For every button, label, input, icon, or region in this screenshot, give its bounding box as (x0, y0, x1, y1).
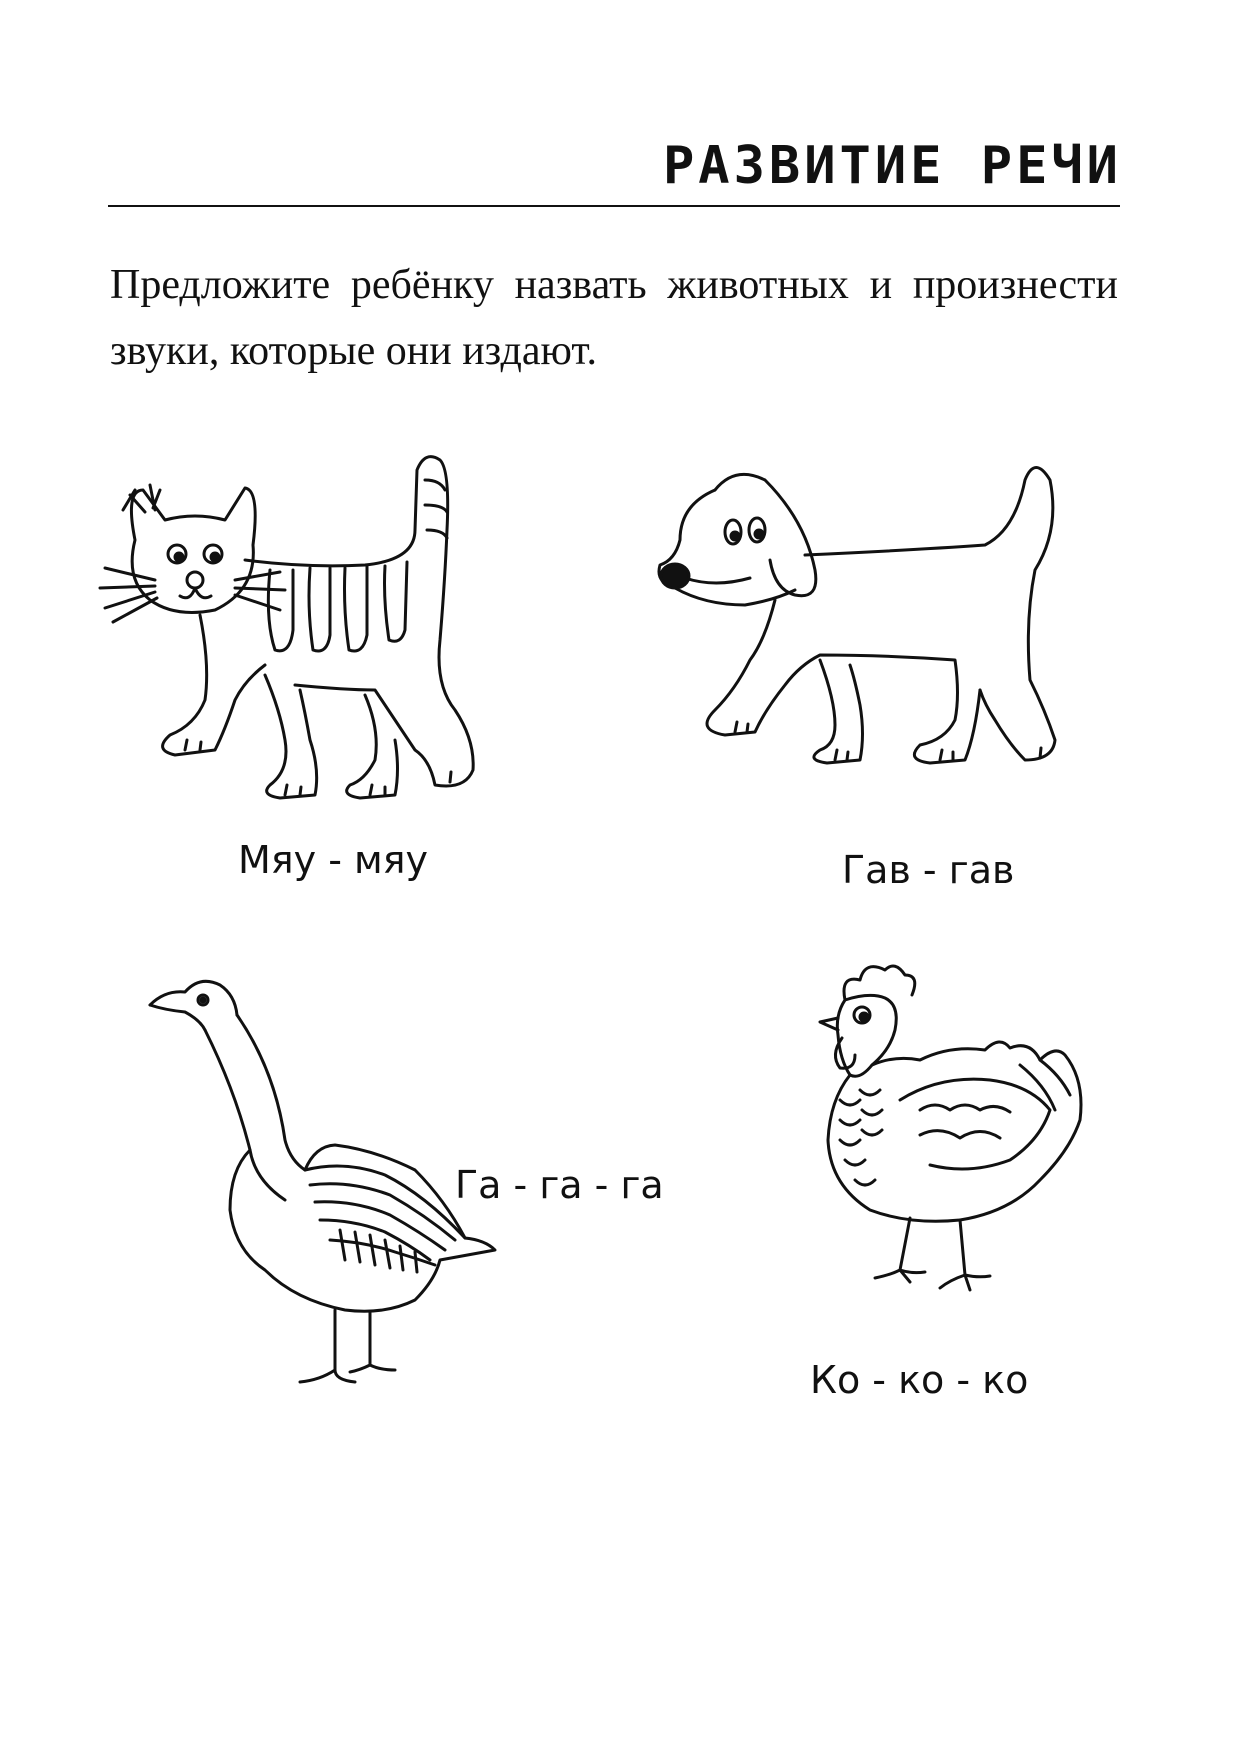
hen-illustration (800, 960, 1100, 1350)
page-title: РАЗВИТИЕ РЕЧИ (663, 136, 1122, 196)
instruction-text: Предложите ребёнку назвать животных и произнести звуки, которые они издают. (110, 262, 1118, 374)
dog-sound-label: Гав - гав (842, 848, 1015, 892)
header-divider (108, 205, 1120, 207)
cat-sound-label: Мяу - мяу (238, 838, 429, 882)
goose-sound-label: Га - га - га (455, 1163, 664, 1207)
cat-illustration (95, 450, 535, 830)
dog-illustration (655, 460, 1125, 830)
hen-sound-label: Ко - ко - ко (810, 1358, 1029, 1402)
